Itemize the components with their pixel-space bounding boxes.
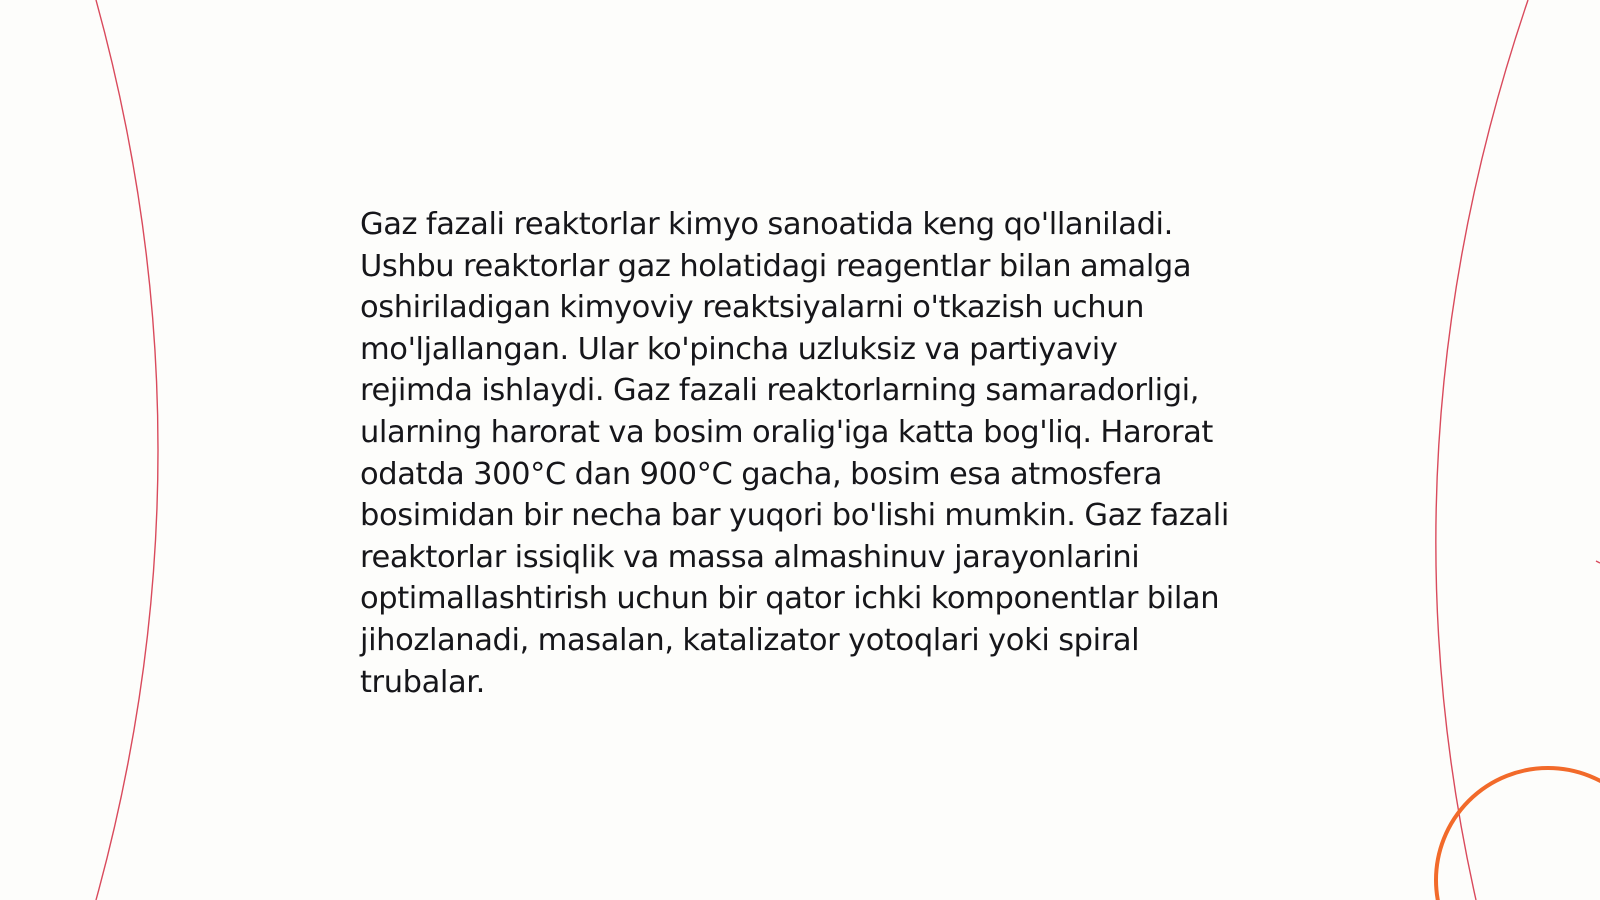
accent-circle-outline: [1436, 768, 1600, 900]
edge-tick-mark: [1596, 561, 1600, 563]
left-curve-line: [96, 0, 158, 900]
right-curve-line: [1436, 0, 1528, 900]
body-paragraph: Gaz fazali reaktorlar kimyo sanoatida keng qo'llaniladi. Ushbu reaktorlar gaz holatidagi reagentlar bilan amalga oshiriladigan kimyoviy reaktsiyalarni o'tkazish uchun mo'ljallangan. Ular ko'pincha uzluksiz va partiyaviy rejimda ishlaydi. Gaz fazali reaktorlarning samaradorligi, ularning harorat va bosim oralig'iga katta bog'liq. Harorat odatda 300°C dan 900°C gacha, bosim esa atmosfera bosimidan bir necha bar yuqori bo'lishi mumkin. Gaz fazali reaktorlar issiqlik va massa almashinuv jarayonlarini optimallashtirish uchun bir qator ichki komponentlar bilan jihozlanadi, masalan, katalizator yotoqlari yoki spiral trubalar.: [360, 207, 1229, 700]
